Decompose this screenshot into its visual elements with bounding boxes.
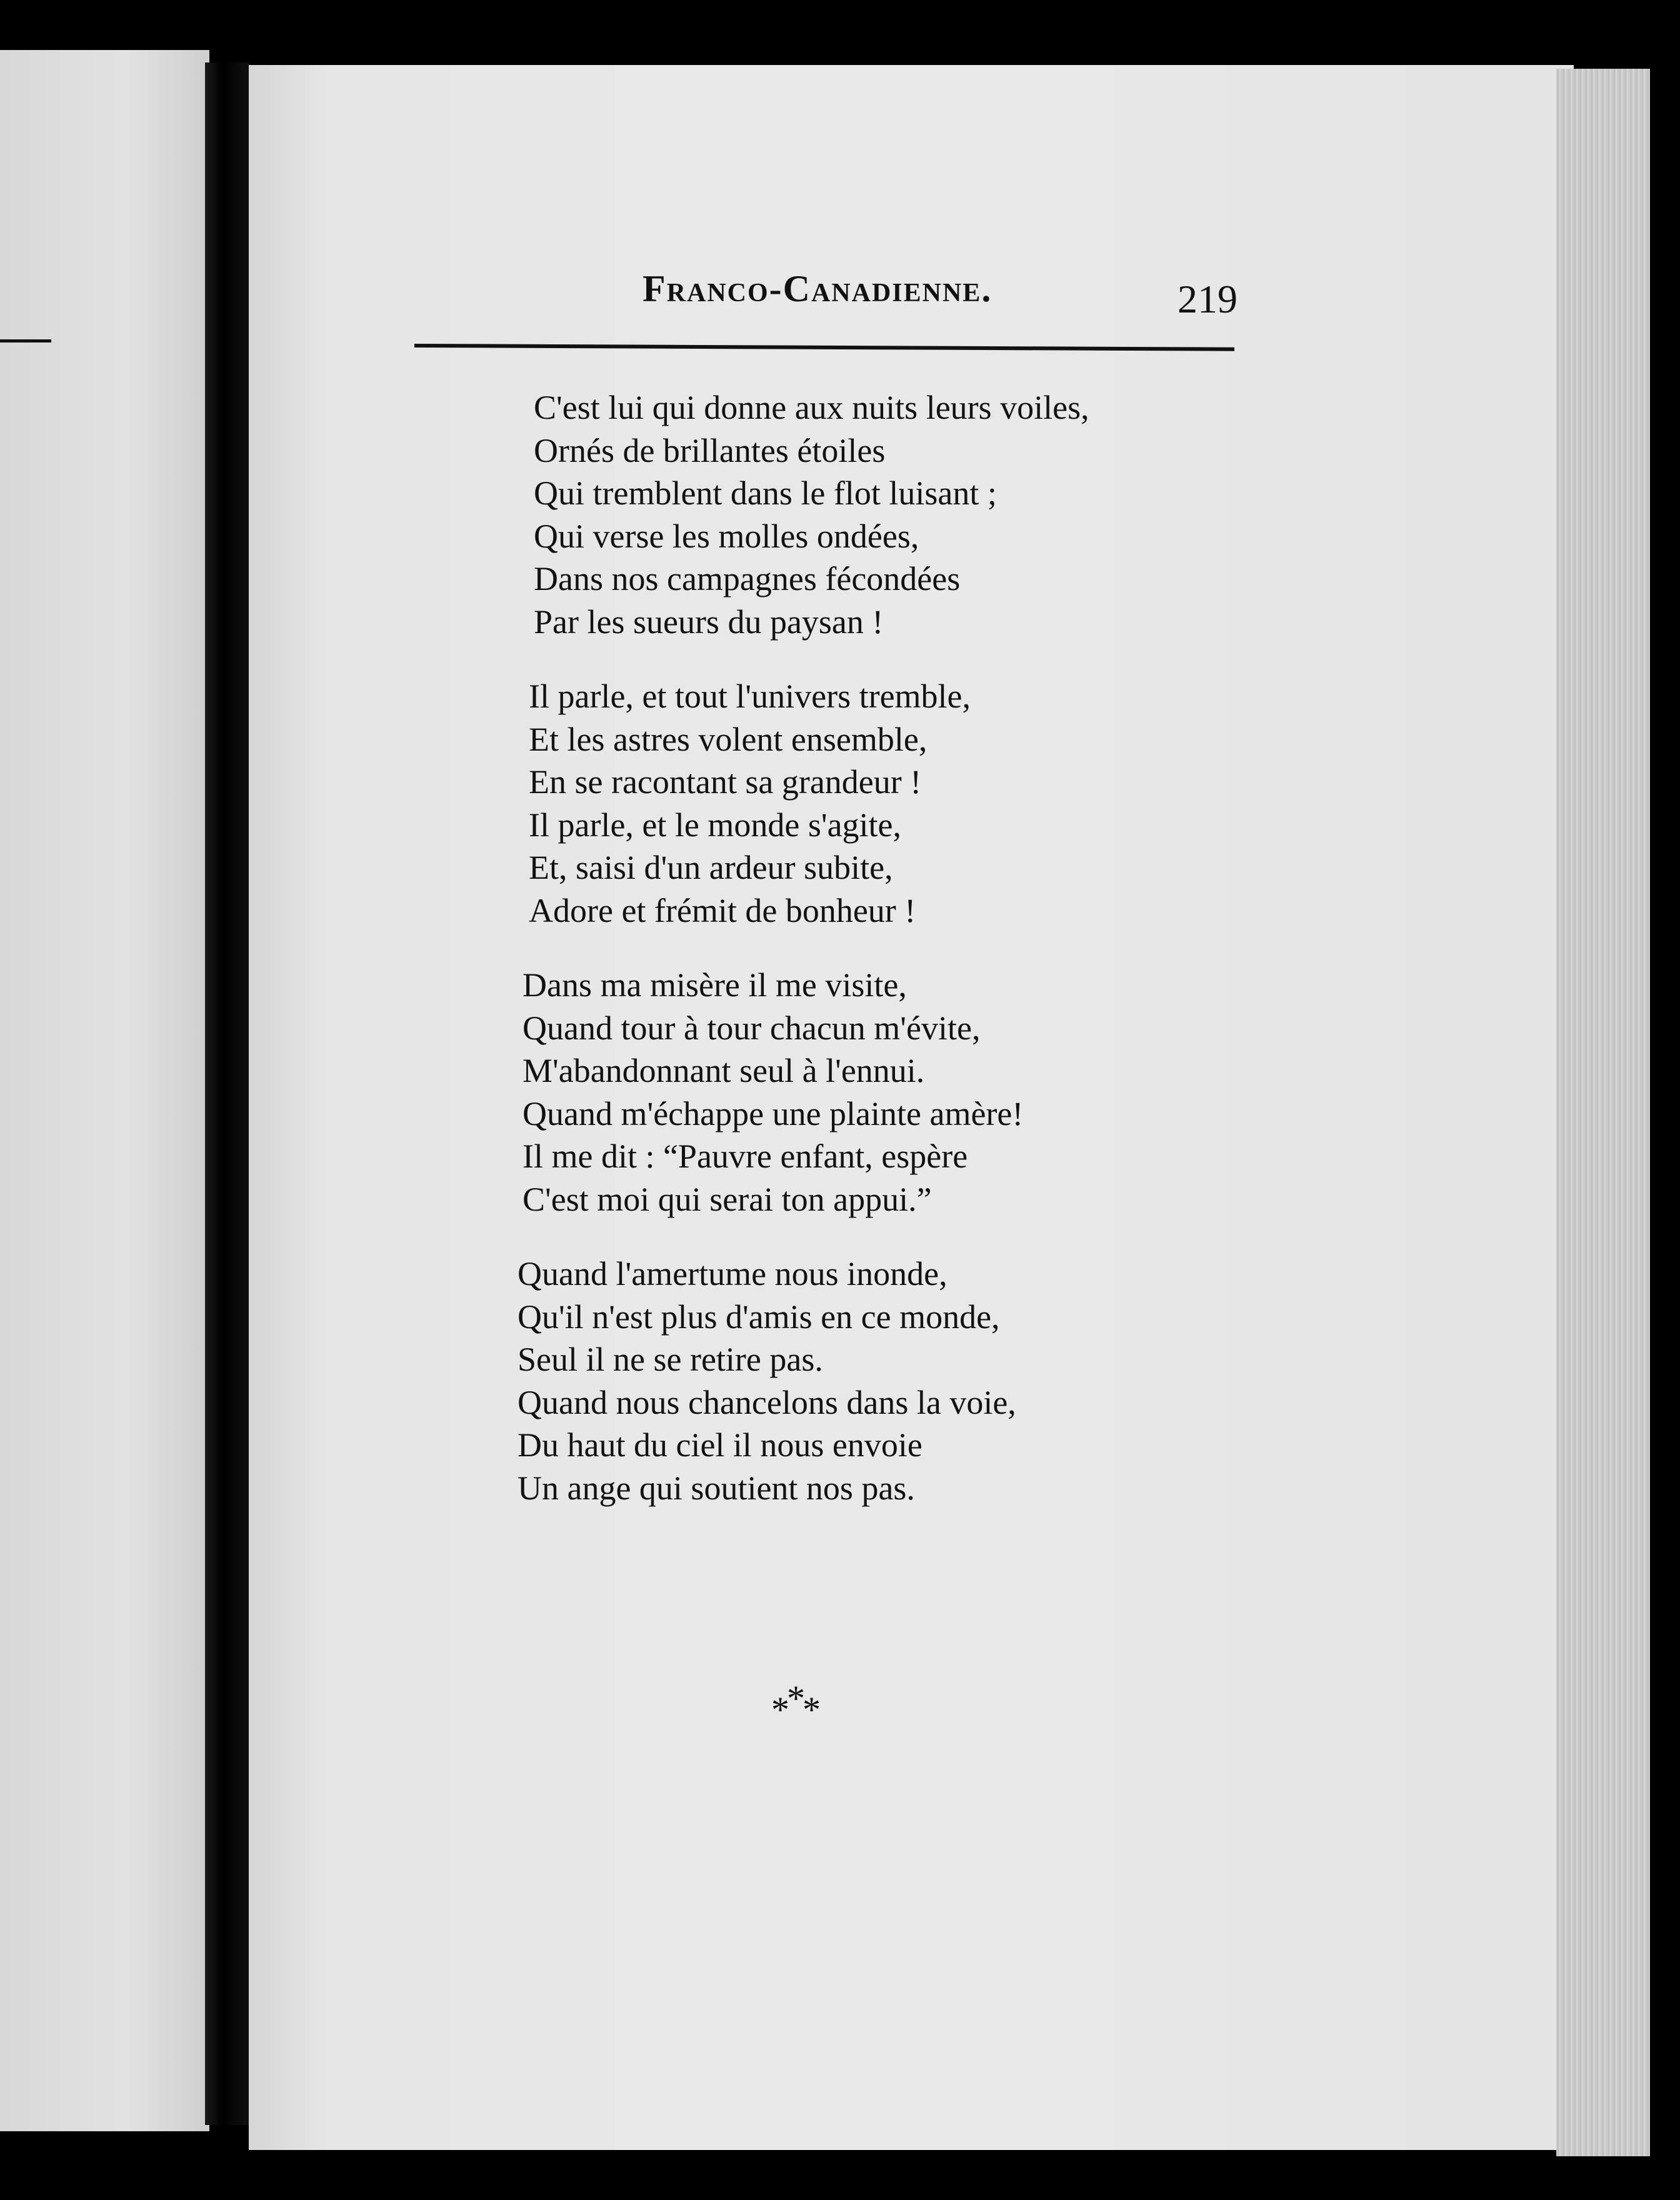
poem — [516, 386, 1266, 1541]
poem-line: Qui tremblent dans le flot luisant ; — [534, 474, 997, 512]
page-number: 219 — [1178, 277, 1238, 321]
poem-line: Qui verse les molles ondées, — [534, 517, 919, 555]
poem-line: Il parle, et tout l'univers tremble, — [529, 678, 971, 715]
poem-line: En se racontant sa grandeur ! — [529, 763, 922, 801]
poem-line: M'abandonnant seul à l'ennui. — [522, 1052, 925, 1089]
poem-line: Il parle, et le monde s'agite, — [529, 806, 902, 844]
running-head: Franco-Canadienne. — [642, 268, 992, 309]
poem-line: C'est lui qui donne aux nuits leurs voiles, — [534, 389, 1089, 426]
poem-line: Quand nous chancelons dans la voie, — [518, 1383, 1016, 1421]
asterism-star: * — [787, 1678, 802, 1719]
facing-page-rule — [0, 339, 51, 342]
asterism-ornament — [771, 1678, 818, 1731]
asterism-star: * — [802, 1689, 818, 1730]
poem-line: Par les sueurs du paysan ! — [534, 602, 884, 641]
poem-line: Et, saisi d'un ardeur subite, — [529, 849, 893, 886]
poem-line: Seul il ne se retire pas. — [518, 1341, 823, 1378]
poem-line: Il me dit : “Pauvre enfant, espère — [522, 1138, 968, 1175]
poem-line: Ornés de brillantes étoiles — [534, 431, 886, 469]
stanza-1 — [516, 386, 1266, 643]
poem-line: Quand tour à tour chacun m'évite, — [522, 1009, 981, 1047]
page-edges — [1556, 69, 1650, 2156]
poem-line: Quand l'amertume nous inonde, — [518, 1255, 948, 1292]
stanza-3 — [516, 964, 1266, 1221]
poem-line: Qu'il n'est plus d'amis en ce monde, — [518, 1298, 1000, 1336]
asterism-star: * — [771, 1689, 787, 1730]
poem-line: Adore et frémit de bonheur ! — [529, 891, 916, 929]
poem-line: Et les astres volent ensemble, — [529, 720, 928, 758]
stanza-4 — [516, 1252, 1266, 1509]
poem-line: Quand m'échappe une plainte amère! — [522, 1094, 1024, 1132]
poem-line: Dans nos campagnes fécondées — [534, 560, 961, 598]
stanza-2 — [516, 675, 1266, 932]
poem-line: Dans ma misère il me visite, — [522, 966, 907, 1004]
poem-line: Du haut du ciel il nous envoie — [518, 1426, 922, 1464]
book-gutter — [205, 62, 249, 2125]
poem-line: C'est moi qui serai ton appui.” — [522, 1180, 932, 1218]
poem-line: Un ange qui soutient nos pas. — [518, 1469, 915, 1507]
facing-page-left — [0, 50, 209, 2131]
